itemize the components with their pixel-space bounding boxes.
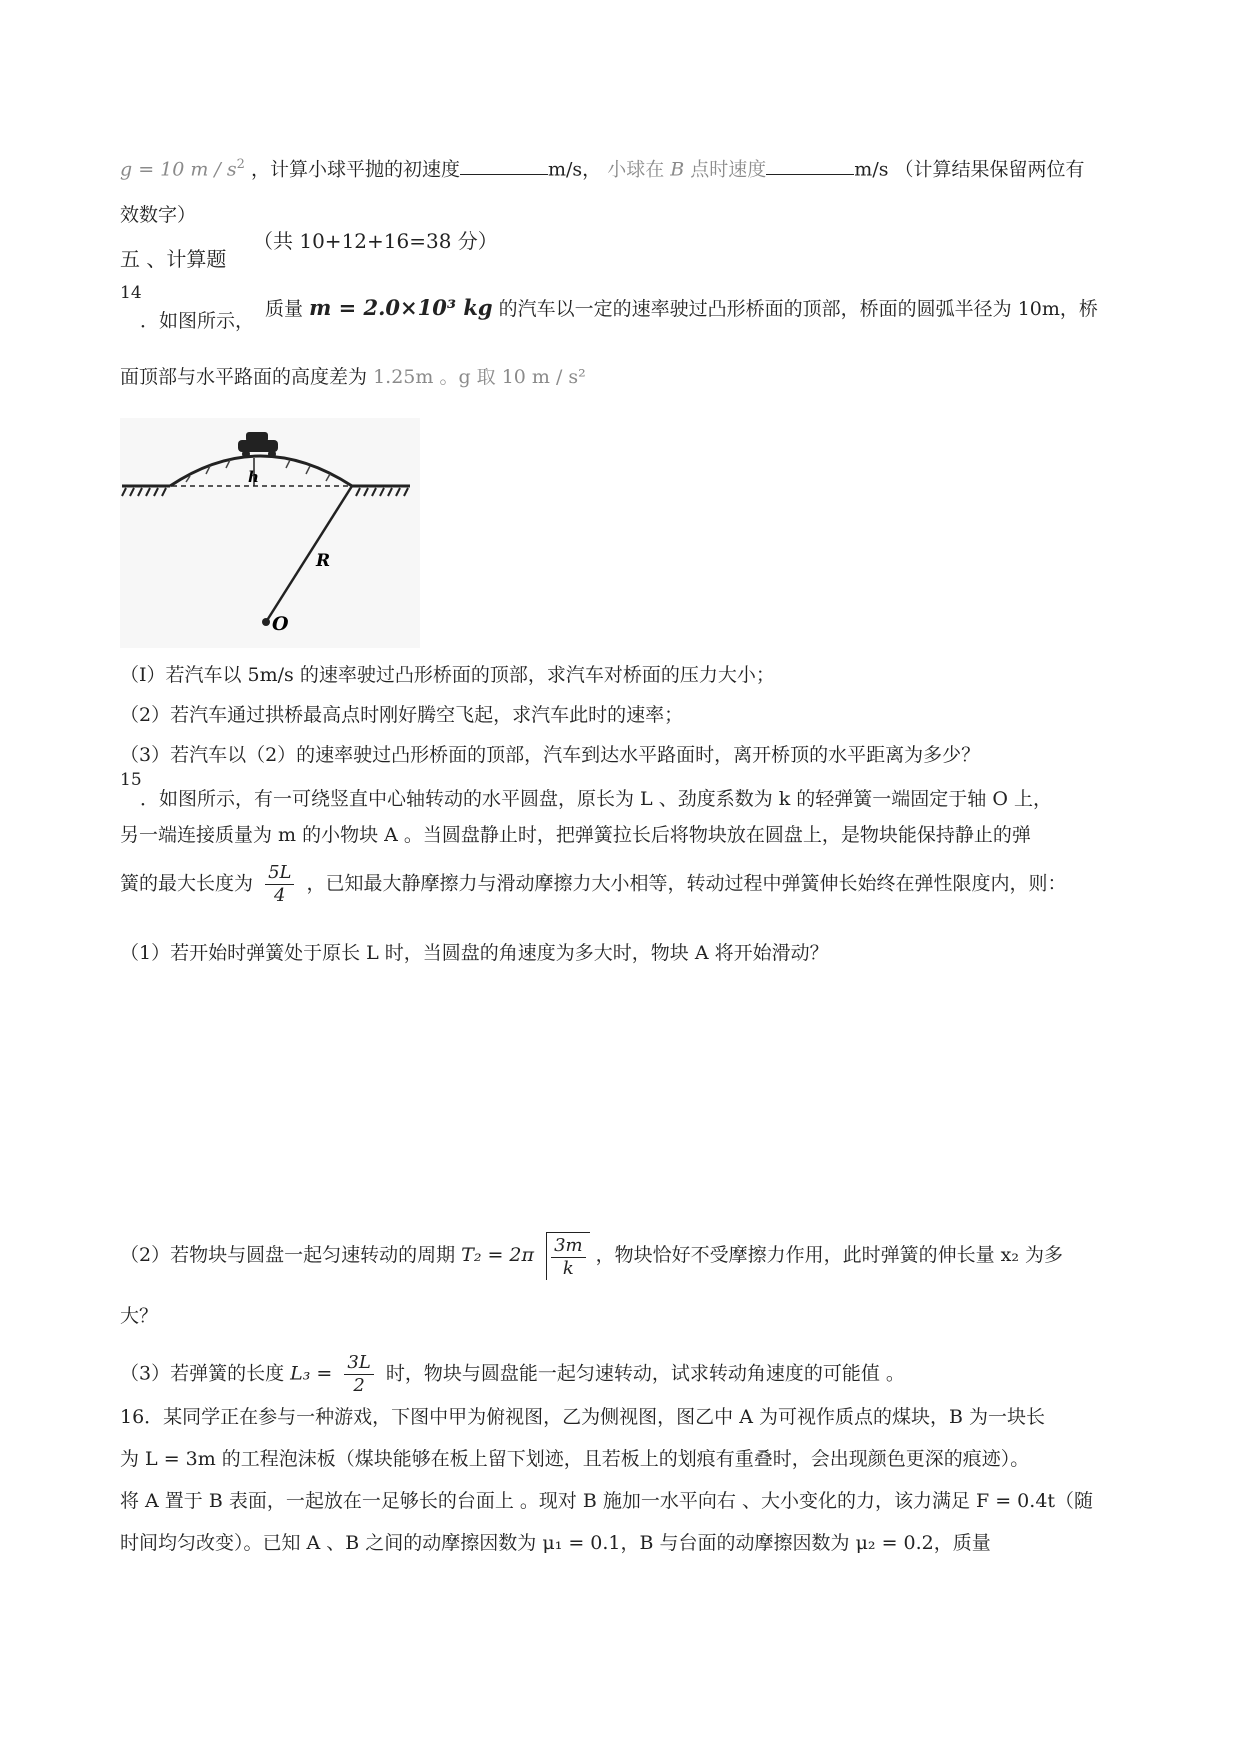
q14-lead: ．如图所示， [140,310,255,332]
section-points: （共 10+12+16=38 分） [253,229,498,253]
section-title: 五 、计算题 [120,247,227,271]
q15-text-sub3b: 时，物块与圆盘能一起匀速转动，试求转动角速度的可能值 。 [385,1362,905,1385]
faded-text-1: 小球在 [607,158,665,181]
q15-sub-2c: 大？ [120,1305,159,1327]
length-formula: L₃ = [290,1362,333,1385]
q14-text-2a: 面顶部与水平路面的高度差为 [120,366,368,388]
height-value: 1.25m [373,366,434,388]
q13-text-3: 效数字） [120,204,197,226]
q15-text-3b: ，已知最大静摩擦力与滑动摩擦力大小相等，转动过程中弹簧伸长始终在弹性限度内，则： [306,872,1067,895]
q16-line-3: 将 A 置于 B 表面，一起放在一足够长的台面上 。现对 B 施加一水平向右 、大小变化的力，该力满足 F = 0.4t（随 [120,1490,1094,1512]
q16-line-1: 16．某同学正在参与一种游戏，下图中甲为俯视图，乙为侧视图，图乙中 A 为可视作质点的煤块，B 为一块长 [120,1406,1045,1428]
q15-text-sub2a: （2）若物块与圆盘一起匀速转动的周期 [120,1244,456,1266]
q15-line-1: ．如图所示，有一可绕竖直中心轴转动的水平圆盘，原长为 L 、劲度系数为 k 的轻弹簧一端固定于轴 O 上， [140,788,1052,810]
q13-text-1: ，计算小球平抛的初速度 [250,158,460,181]
q14-sub-2: （2）若汽车通过拱桥最高点时刚好腾空飞起，求汽车此时的速率； [120,704,684,726]
g-exponent: 2 [236,157,245,172]
q16-line-4: 时间均匀改变）。已知 A 、B 之间的动摩擦因数为 μ₁ = 0.1，B 与台面的动摩擦因数为 μ₂ = 0.2，质量 [120,1532,991,1554]
q14-sub-3: （3）若汽车以（2）的速率驶过凸形桥面的顶部，汽车到达水平路面时，离开桥顶的水平距离为多少？ [120,744,981,766]
q15-text-3a: 簧的最大长度为 [120,872,254,895]
fraction-5l-4: $\frac{5L}{4}$ [265,862,294,907]
q13-text-2: （计算结果保留两位有 [894,158,1085,181]
q15-text-sub3a: （3）若弹簧的长度 [120,1362,285,1385]
q13-line-1 [120,152,1085,182]
q15-number: 15 [120,770,142,790]
unit-2: m/s [854,158,889,181]
q14-text-1b: 的汽车以一定的速率驶过凸形桥面的顶部，桥面的圆弧半径为 10m，桥 [498,298,1098,320]
q14-text-1a: 质量 [265,298,304,320]
q16-line-2: 为 L = 3m 的工程泡沫板（煤块能够在板上留下划迹，且若板上的划痕有重叠时，会出现颜色更深的痕迹）。 [120,1448,1030,1470]
q15-line-3 [120,862,1067,907]
label-h: h [248,468,259,486]
bridge-figure [120,418,420,648]
sqrt-expression: $\frac{3m}{k}$ [546,1232,590,1280]
q14-text-2b: 。g 取 [439,366,496,388]
var-b: B [670,158,685,181]
period-formula: T₂ = 2π [461,1244,535,1266]
mass-formula: m = 2.0×10³ kg [309,295,493,320]
q15-sub-1: （1）若开始时弹簧处于原长 L 时，当圆盘的角速度为多大时，物块 A 将开始滑动？ [120,942,829,964]
g-value: 10 m / s² [501,366,586,388]
q15-text-sub2b: ，物块恰好不受摩擦力作用，此时弹簧的伸长量 x₂ 为多 [595,1244,1064,1266]
label-r: R [316,551,331,571]
q14-line-2 [120,364,586,390]
fraction-3l-2: $\frac{3L}{2}$ [344,1352,373,1397]
answer-blank-2[interactable] [766,156,854,175]
answer-blank-1[interactable] [460,156,548,175]
g-formula: g = 10 m / s [120,158,237,181]
q14-sub-1: （Ⅰ）若汽车以 5m/s 的速率驶过凸形桥面的顶部，求汽车对桥面的压力大小； [120,664,775,686]
label-o: O [272,613,289,635]
q14-line-1 [265,295,1098,322]
q15-line-2: 另一端连接质量为 m 的小物块 A 。当圆盘静止时，把弹簧拉长后将物块放在圆盘上，是物块能保持静止的弹 [120,824,1031,846]
q15-sub-2 [120,1232,1063,1280]
q14-number: 14 [120,283,142,303]
unit-1: m/s， [547,158,602,181]
q15-sub-3 [120,1352,905,1397]
faded-text-2: 点时速度 [690,158,767,181]
